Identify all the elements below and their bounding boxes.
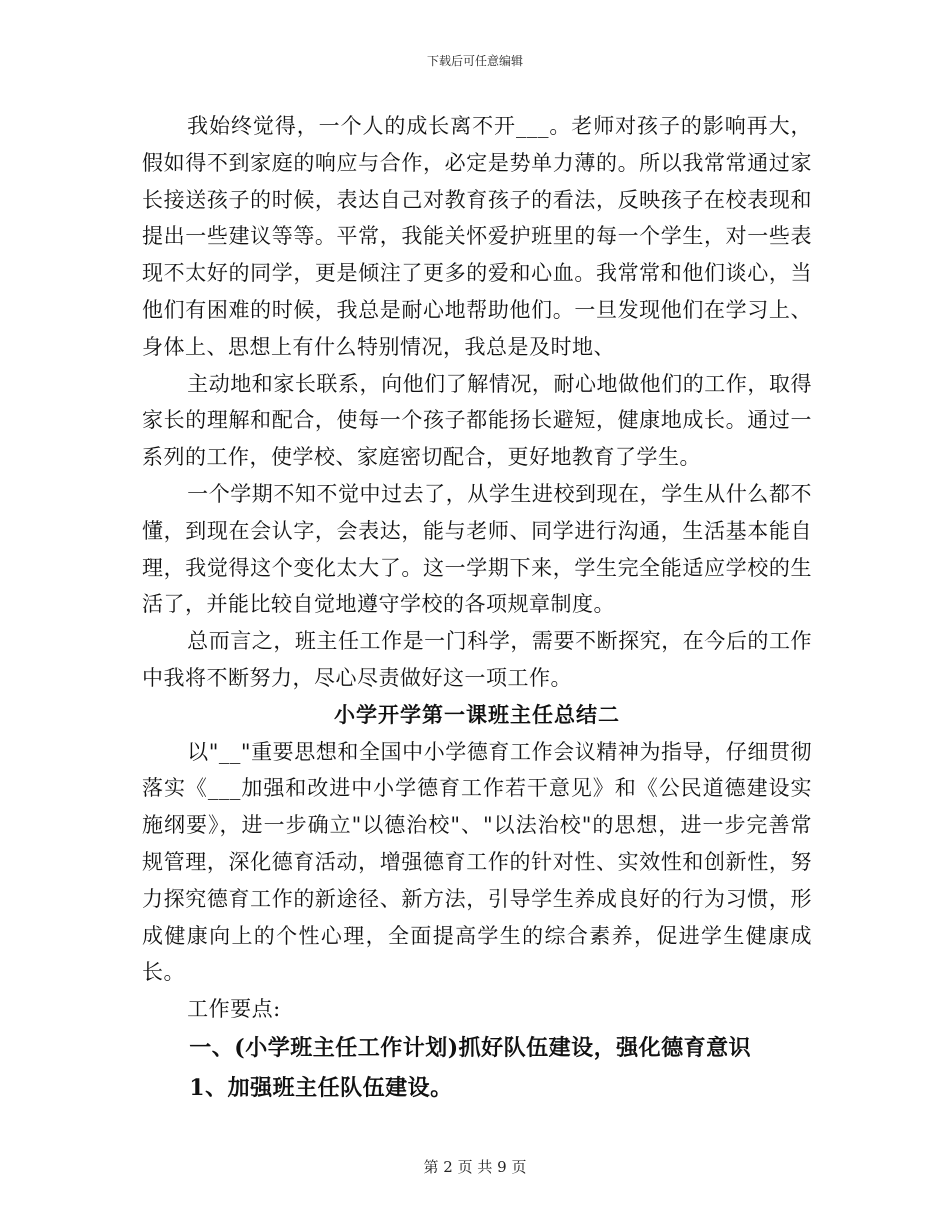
paragraph: 主动地和家长联系，向他们了解情况，耐心地做他们的工作，取得家长的理解和配合，使每一个孩子都能扬长避短，健康地成长。通过一系列的工作，使学校、家庭密切配合，更好地教育了学生。: [142, 371, 812, 470]
bold-heading: 一、(小学班主任工作计划)抓好队伍建设，强化德育意识: [189, 1034, 752, 1061]
paragraph: 工作要点:: [187, 997, 281, 1022]
bold-heading: 1、加强班主任队伍建设。: [189, 1074, 453, 1101]
page-header: 下载后可任意编辑: [426, 54, 523, 68]
section-title: 小学开学第一课班主任总结二: [334, 701, 620, 727]
page-footer: 第 2 页 共 9 页: [423, 1158, 527, 1176]
paragraph: 我始终觉得，一个人的成长离不开___。老师对孩子的影响再大，假如得不到家庭的响应与合作，必定是势单力薄的。所以我常常通过家长接送孩子的时候，表达自己对教育孩子的看法，反映孩子在校表现和提出一些建议等等。平常，我能关怀爱护班里的每一个学生，对一些表现不太好的同学，更是倾注了更多的爱和心血。我常常和他们谈心，当他们有困难的时候，我总是耐心地帮助他们。一旦发现他们在学习上、身体上、思想上有什么特别情况，我总是及时地、: [142, 114, 812, 359]
paragraph: 一个学期不知不觉中过去了，从学生进校到现在，学生从什么都不懂，到现在会认字，会表达，能与老师、同学进行沟通，生活基本能自理，我觉得这个变化太大了。这一学期下来，学生完全能适应学校的生活了，并能比较自觉地遵守学校的各项规章制度。: [142, 481, 812, 617]
paragraph: 以"__"重要思想和全国中小学德育工作会议精神为指导，仔细贯彻落实《___加强和改进中小学德育工作若干意见》和《公民道德建设实施纲要》，进一步确立"以德治校"、"以法治校"的思想，进一步完善常规管理，深化德育活动，增强德育工作的针对性、实效性和创新性，努力探究德育工作的新途径、新方法，引导学生养成良好的行为习惯，形成健康向上的个性心理，全面提高学生的综合素养，促进学生健康成长。: [142, 739, 812, 985]
paragraph: 总而言之，班主任工作是一门科学，需要不断探究，在今后的工作中我将不断努力，尽心尽责做好这一项工作。: [142, 629, 812, 690]
document-body: [142, 108, 812, 1108]
